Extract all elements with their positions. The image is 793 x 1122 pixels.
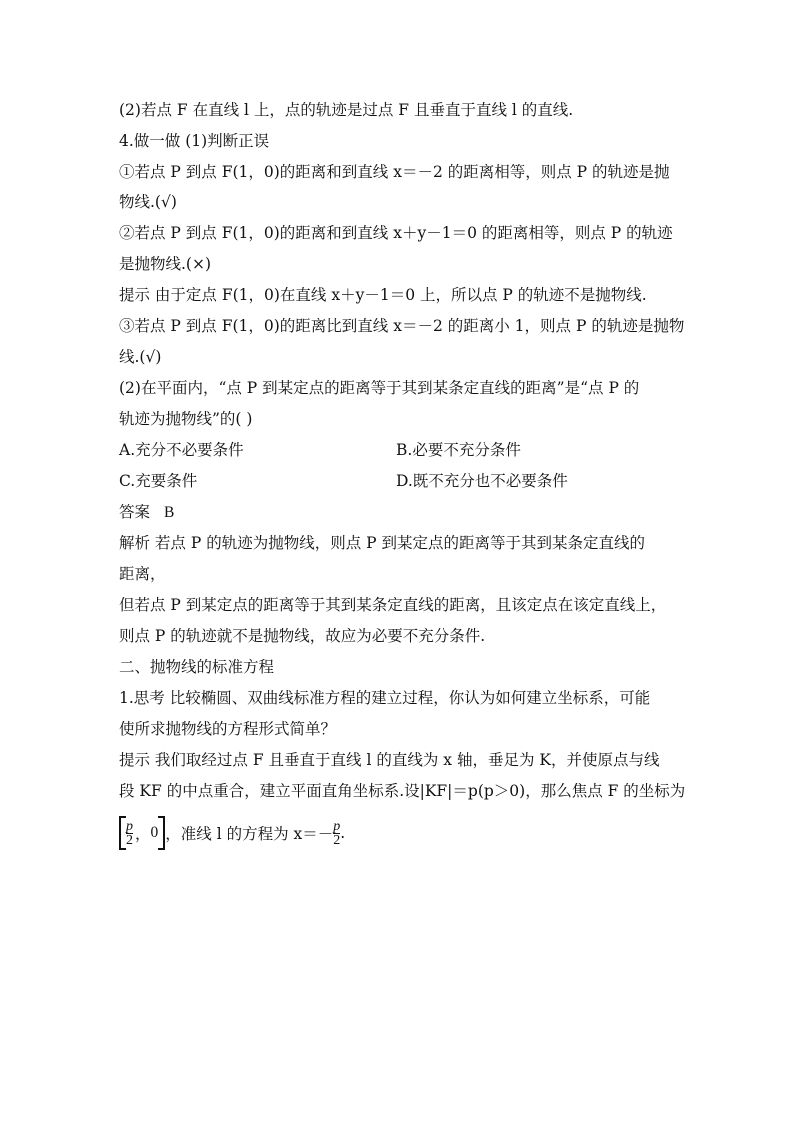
think-line-2: 使所求抛物线的方程形式简单？ [119, 720, 337, 738]
think-line-1: 1.思考 比较椭圆、双曲线标准方程的建立过程，你认为如何建立坐标系，可能 [119, 689, 651, 707]
answer-label: 答案 [119, 503, 151, 521]
answer-value: B [164, 504, 175, 521]
option-b: B.必要不充分条件 [396, 441, 521, 459]
fraction-denominator: 2 [126, 832, 133, 848]
hint-line-1: 提示 我们取经过点 F 且垂直于直线 l 的直线为 x 轴，垂足为 K，并使原点与线 [119, 751, 660, 769]
focus-coordinate-bracket: $\frac{p}{2}$ ， 0 [119, 816, 165, 850]
analysis-line-4: 则点 P 的轨迹就不是抛物线，故应为必要不充分条件. [119, 627, 486, 645]
option-d: D.既不充分也不必要条件 [396, 472, 568, 490]
coord-zero: 0 [150, 824, 159, 841]
hint-line-2: 段 KF 的中点重合，建立平面直角坐标系.设|KF|＝p(p＞0)，那么焦点 F 的坐标为 [119, 782, 686, 800]
hint-line-7: 提示 由于定点 F(1，0)在直线 x＋y－1＝0 上，所以点 P 的轨迹不是抛物线. [119, 286, 647, 304]
text-line-5: ②若点 P 到点 F(1，0)的距离和到直线 x＋y－1＝0 的距离相等，则点 P 的轨迹 [119, 224, 673, 242]
option-c: C.充要条件 [119, 472, 198, 490]
text-line-10: (2)在平面内，“点 P 到某定点的距离等于其到某条定直线的距离”是“点 P 的 [119, 379, 640, 397]
analysis-line-2: 距离， [119, 565, 166, 583]
answer-line [119, 502, 174, 523]
text-line-11: 轨迹为抛物线”的( ) [119, 410, 253, 428]
analysis-line-3: 但若点 P 到某定点的距离等于其到某条定直线的距离，且该定点在该定直线上， [119, 596, 667, 614]
text-line-9: 线.(√) [119, 348, 162, 366]
text-line-4: 物线.(√) [119, 193, 177, 211]
fraction-p-over-2 [126, 820, 133, 847]
fraction-numerator: p [126, 818, 133, 834]
analysis-line-1: 解析 若点 P 的轨迹为抛物线，则点 P 到某定点的距离等于其到某条定直线的 [119, 534, 645, 552]
text-line-1: (2)若点 F 在直线 l 上，点的轨迹是过点 F 且垂直于直线 l 的直线. [119, 101, 574, 119]
text-line-6: 是抛物线.(×) [119, 255, 212, 273]
text-line-8: ③若点 P 到点 F(1，0)的距离比到直线 x＝－2 的距离小 1，则点 P 的轨迹是抛物 [119, 317, 685, 335]
directrix-numerator: p [333, 818, 341, 834]
option-a: A.充分不必要条件 [119, 441, 244, 459]
directrix-text: ，准线 l 的方程为 x＝－ [165, 825, 334, 843]
end-period: . [340, 824, 346, 842]
fraction-p-over-2-directrix [333, 820, 340, 847]
section-heading-standard-equation: 二、抛物线的标准方程 [119, 658, 275, 676]
heading-try-it: 4.做一做 (1)判断正误 [119, 132, 270, 150]
text-line-3: ①若点 P 到点 F(1，0)的距离和到直线 x＝－2 的距离相等，则点 P 的轨迹是抛 [119, 163, 670, 181]
directrix-denominator: 2 [333, 832, 341, 848]
focus-coordinate-line [119, 815, 345, 851]
